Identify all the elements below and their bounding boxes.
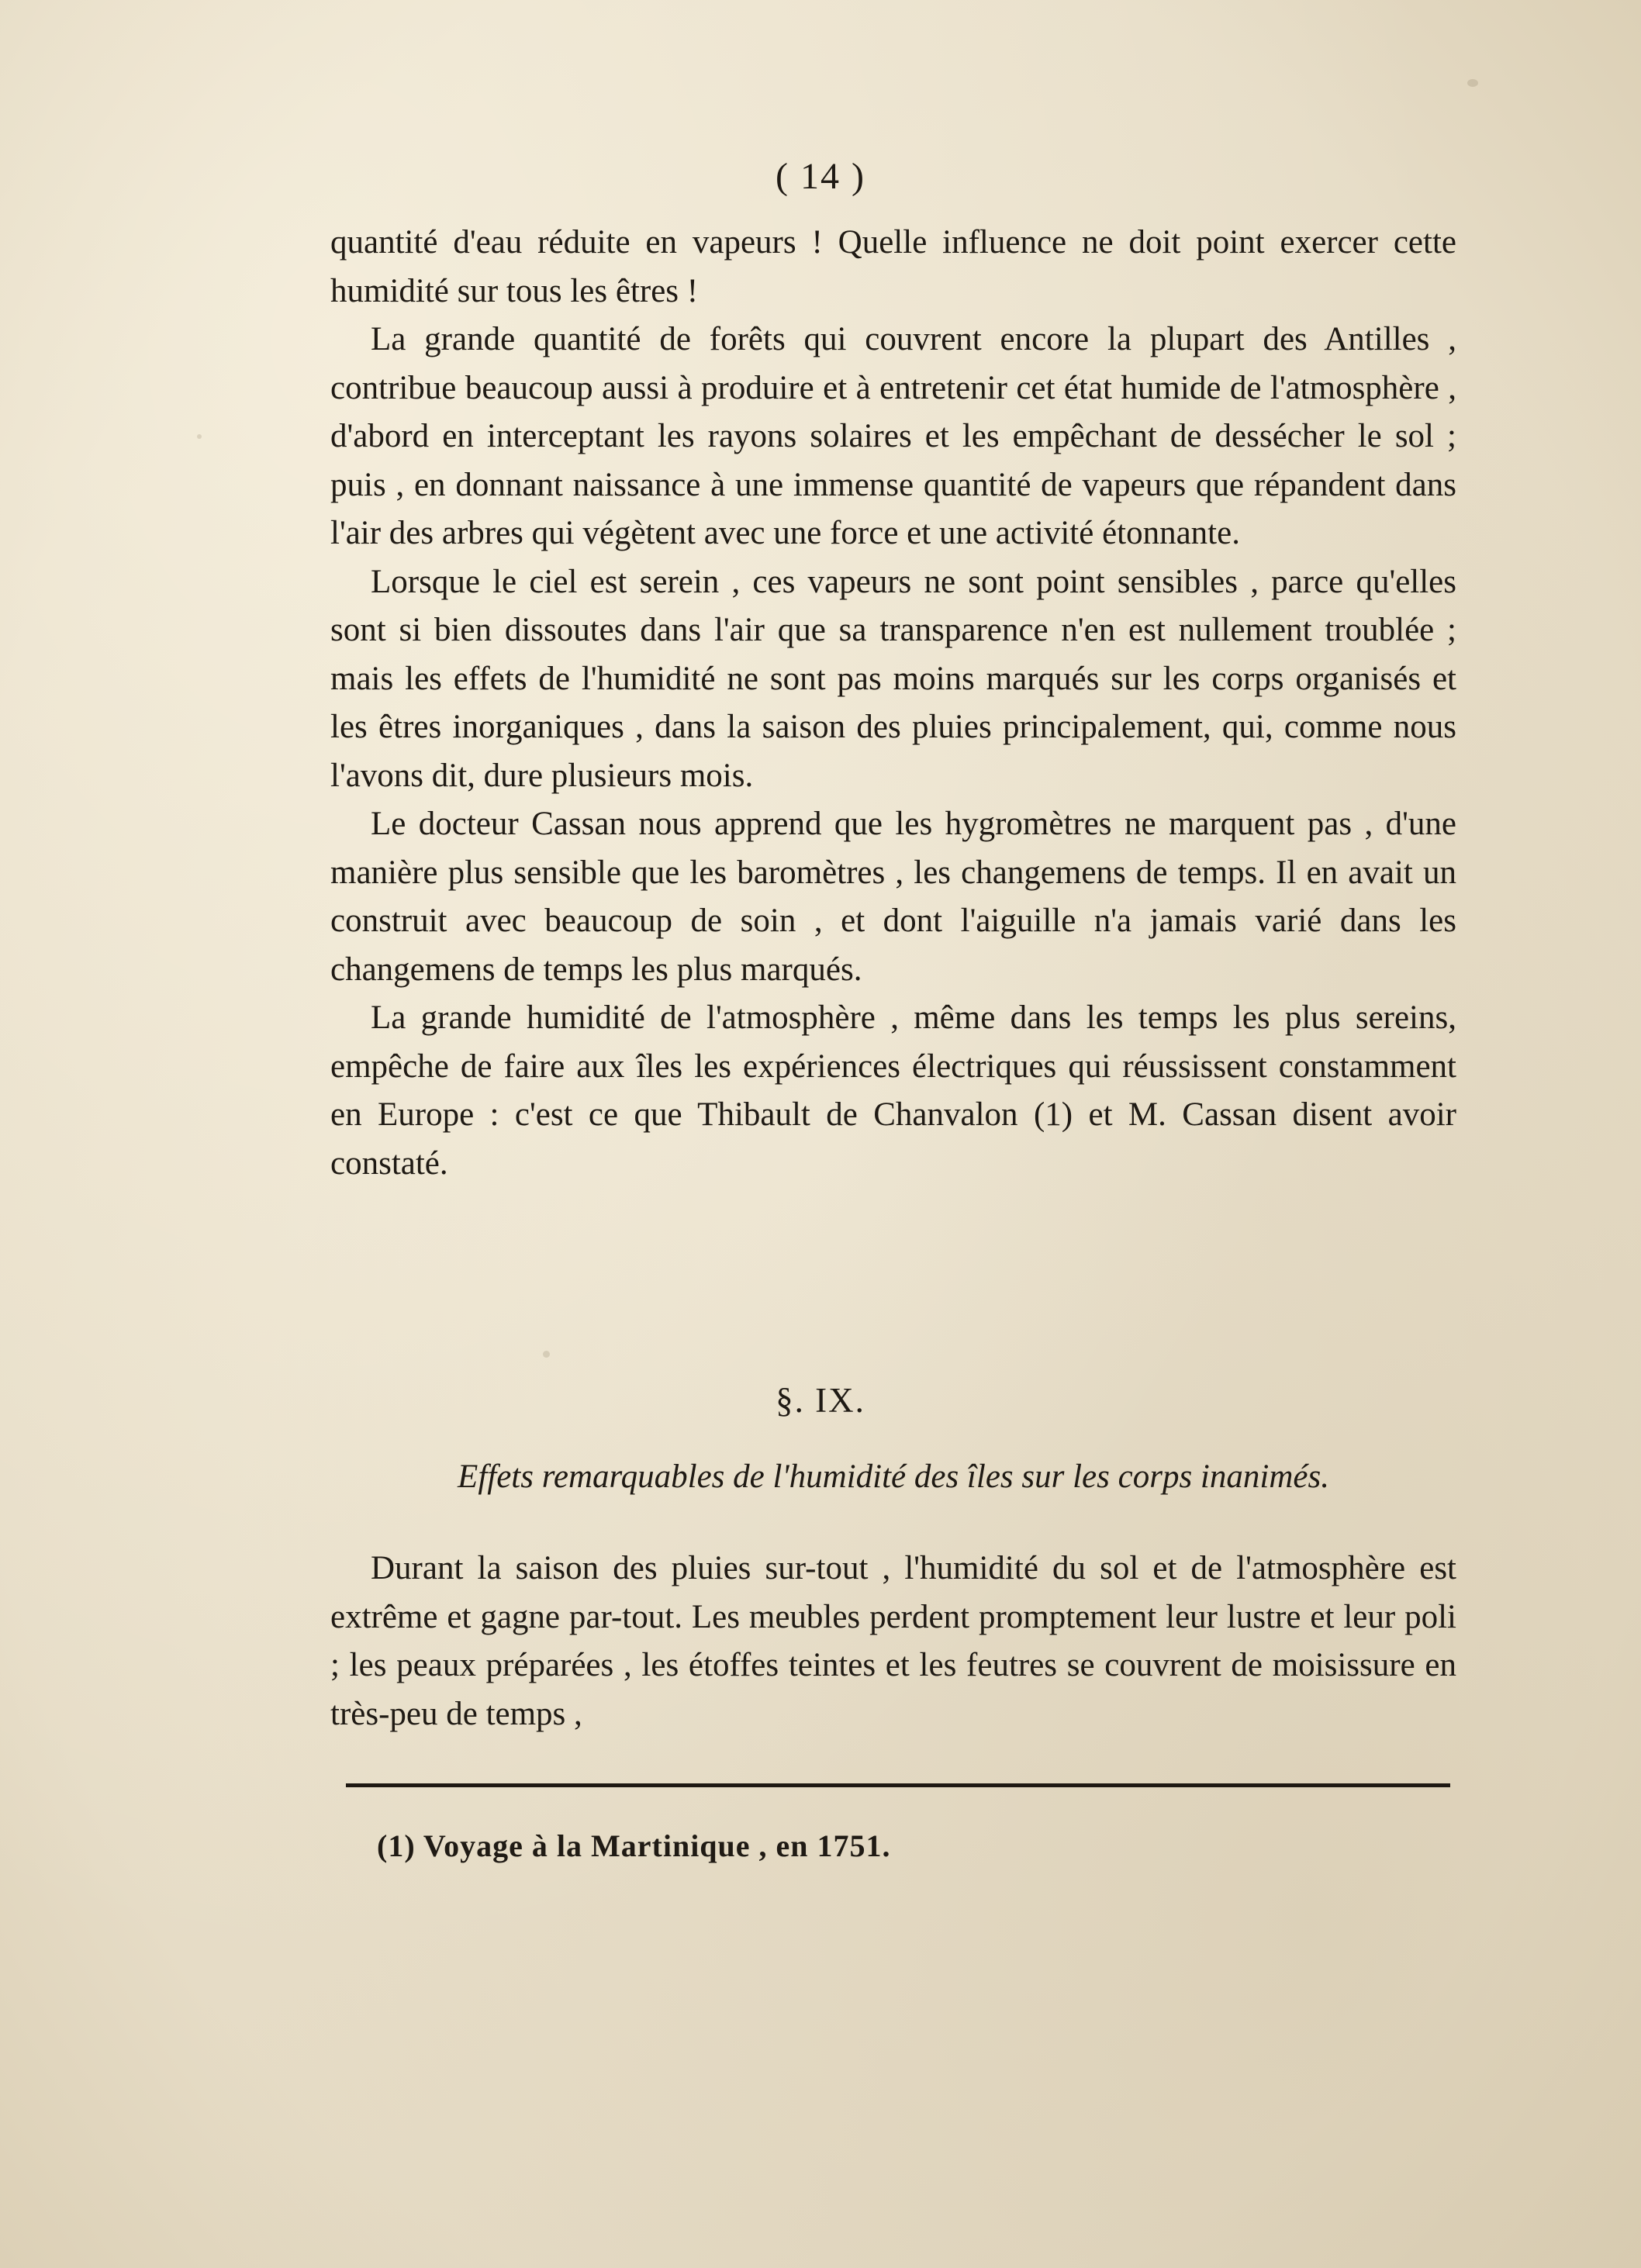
section-title: Effets remarquables de l'humidité des îles sur les corps inanimés. bbox=[458, 1458, 1329, 1495]
paragraph-rain-season: Durant la saison des pluies sur-tout , l'humidité du sol et de l'atmosphère est extrême et gagne par-tout. Les meubles perdent promptement leur lustre et leur poli ; les peaux préparées , les étoffes teintes et les feutres se couvrent de moisissure en très-peu de temps , bbox=[330, 1550, 1456, 1732]
paragraph-electric-experiments: La grande humidité de l'atmosphère , même dans les temps les plus sereins, empêche de faire aux îles les expériences électriques qui réussissent constamment en Europe : c'est ce que Thibault de Chanvalon (1) et M. Cassan disent avoir constaté. bbox=[330, 999, 1456, 1182]
page-number: ( 14 ) bbox=[776, 156, 865, 197]
main-text bbox=[330, 219, 1456, 1188]
paragraph-hygrometers: Le docteur Cassan nous apprend que les hygromètres ne marquent pas , d'une manière plus sensible que les baromètres , les changemens de temps. Il en avait un construit avec beaucoup de soin , et dont l'aiguille n'a jamais varié dans les changemens de temps les plus marqués. bbox=[330, 806, 1456, 988]
paragraph-continuation: quantité d'eau réduite en vapeurs ! Quelle influence ne doit point exercer cette humidité sur tous les êtres ! bbox=[330, 224, 1456, 309]
section-number: §. IX. bbox=[776, 1381, 865, 1420]
section-text bbox=[330, 1545, 1456, 1738]
paper-stain bbox=[197, 434, 202, 439]
footnote: (1) Voyage à la Martinique , en 1751. bbox=[377, 1828, 891, 1863]
footnote-divider bbox=[346, 1783, 1450, 1787]
paragraph-forests: La grande quantité de forêts qui couvrent encore la plupart des Antilles , contribue beaucoup aussi à produire et à entretenir cet état humide de l'atmosphère , d'abord en interceptant les rayons solaires et les empêchant de dessécher le sol ; puis , en donnant naissance à une immense quantité de vapeurs que répandent dans l'air des arbres qui végètent avec une force et une activité étonnante. bbox=[330, 321, 1456, 551]
paragraph-vapours: Lorsque le ciel est serein , ces vapeurs ne sont point sensibles , parce qu'elles sont si bien dissoutes dans l'air que sa transparence n'en est nullement troublée ; mais les effets de l'humidité ne sont pas moins marqués sur les corps organisés et les êtres inorganiques , dans la saison des pluies principalement, qui, comme nous l'avons dit, dure plusieurs mois. bbox=[330, 563, 1456, 794]
paper-stain bbox=[1467, 79, 1478, 87]
paper-stain bbox=[543, 1351, 550, 1358]
